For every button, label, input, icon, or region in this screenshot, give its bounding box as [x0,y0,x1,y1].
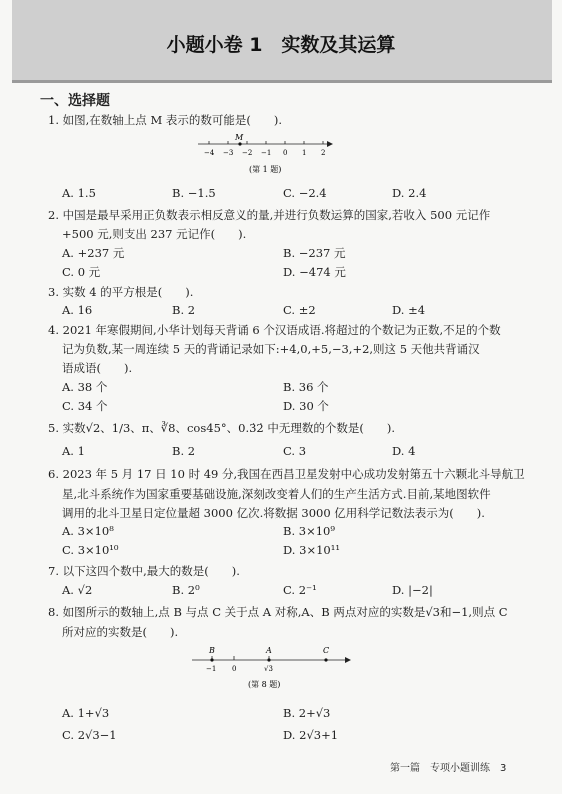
q4-stem-line2: 记为负数,某一周连续 5 天的背诵记录如下:+4,0,+5,−3,+2,则这 5 天他共背诵汉 [62,342,480,356]
q8-option-c[interactable]: C. 2√3−1 [62,728,117,742]
q3-stem: 3. 实数 4 的平方根是( ). [48,285,194,299]
q3-option-c[interactable]: C. ±2 [283,303,316,317]
q8-option-d[interactable]: D. 2√3+1 [283,728,339,742]
q1-point-label: M [235,133,244,142]
point-c [324,658,327,661]
q1-ticks [209,141,323,144]
page-title: 小题小卷 1 实数及其运算 [166,34,396,56]
q8-point-label-a: A [266,646,272,655]
q4-option-b[interactable]: B. 36 个 [283,380,329,394]
q8-stem-line2: 所对应的实数是( ). [62,625,179,639]
q5-option-b[interactable]: B. 2 [172,444,196,458]
point-b [210,658,213,661]
q5-stem: 5. 实数√2、1/3、π、∛8、cos45°、0.3̇2̇ 中无理数的个数是( ). [48,421,396,435]
q2-option-d[interactable]: D. −474 元 [283,265,346,279]
q8-option-a[interactable]: A. 1+√3 [62,706,110,720]
q6-option-b[interactable]: B. 3×10⁹ [283,524,335,538]
q5-option-d[interactable]: D. 4 [392,444,416,458]
q4-option-c[interactable]: C. 34 个 [62,399,108,413]
q1-option-c[interactable]: C. −2.4 [283,186,327,200]
q8-point-label-c: C [323,646,330,655]
q1-axis-label: −3 [223,149,234,157]
q8-point-label-b: B [209,646,215,655]
q8-axis-label: √3 [264,665,273,673]
q7-option-c[interactable]: C. 2⁻¹ [283,583,317,597]
q1-axis-label: −4 [204,149,215,157]
q8-number-line [190,642,360,694]
q1-option-a[interactable]: A. 1.5 [62,186,96,200]
q2-option-a[interactable]: A. +237 元 [62,246,125,260]
q7-option-d[interactable]: D. |−2| [392,583,433,597]
q2-stem-line2: +500 元,则支出 237 元记作( ). [62,227,247,241]
point-a [267,658,270,661]
q6-stem-line2: 星,北斗系统作为国家重要基础设施,深刻改变着人们的生产生活方式.目前,某地图软件 [62,487,491,501]
q2-option-b[interactable]: B. −237 元 [283,246,346,260]
q4-stem-line1: 4. 2021 年寒假期间,小华计划每天背诵 6 个汉语成语.将超过的个数记为正数,不足的个数 [48,323,501,337]
section-heading: 一、选择题 [40,93,110,109]
point-m [238,142,241,145]
q1-axis-label: 0 [283,149,288,157]
q6-option-a[interactable]: A. 3×10⁸ [62,524,114,538]
q8-option-b[interactable]: B. 2+√3 [283,706,331,720]
q8-axis-label: 0 [232,665,237,673]
q7-option-a[interactable]: A. √2 [62,583,93,597]
q1-stem: 1. 如图,在数轴上点 M 表示的数可能是( ). [48,113,282,127]
q4-option-a[interactable]: A. 38 个 [62,380,108,394]
q5-option-c[interactable]: C. 3 [283,444,307,458]
q8-ticks [212,656,269,660]
q7-stem: 7. 以下这四个数中,最大的数是( ). [48,564,240,578]
q1-axis-label: −1 [261,149,272,157]
q1-axis-label: −2 [242,149,253,157]
q1-axis-label: 1 [302,149,307,157]
q1-axis-label: 2 [321,149,326,157]
q6-stem-line3: 调用的北斗卫星日定位量超 3000 亿次.将数据 3000 亿用科学记数法表示为( ). [62,506,485,520]
q7-option-b[interactable]: B. 2⁰ [172,583,200,597]
q5-option-a[interactable]: A. 1 [62,444,85,458]
q4-stem-line3: 语成语( ). [62,361,133,375]
q8-caption: (第 8 题) [248,680,281,689]
q6-option-d[interactable]: D. 3×10¹¹ [283,543,340,557]
q2-stem-line1: 2. 中国是最早采用正负数表示相反意义的量,并进行负数运算的国家,若收入 500 元记作 [48,208,491,222]
q8-axis-label: −1 [206,665,217,673]
q1-caption: (第 1 题) [249,165,282,174]
q1-number-line [195,130,355,180]
q2-option-c[interactable]: C. 0 元 [62,265,101,279]
q8-stem-line1: 8. 如图所示的数轴上,点 B 与点 C 关于点 A 对称,A、B 两点对应的实数是√3和−1,则点 C [48,605,508,619]
q1-option-d[interactable]: D. 2.4 [392,186,427,200]
q1-option-b[interactable]: B. −1.5 [172,186,216,200]
q4-option-d[interactable]: D. 30 个 [283,399,329,413]
page-footer: 第一篇 专项小题训练 3 [390,763,507,774]
q3-option-a[interactable]: A. 16 [62,303,93,317]
q6-option-c[interactable]: C. 3×10¹⁰ [62,543,119,557]
q6-stem-line1: 6. 2023 年 5 月 17 日 10 时 49 分,我国在西昌卫星发射中心成功发射第五十六颗北斗导航卫 [48,467,525,481]
q3-option-d[interactable]: D. ±4 [392,303,426,317]
q3-option-b[interactable]: B. 2 [172,303,196,317]
